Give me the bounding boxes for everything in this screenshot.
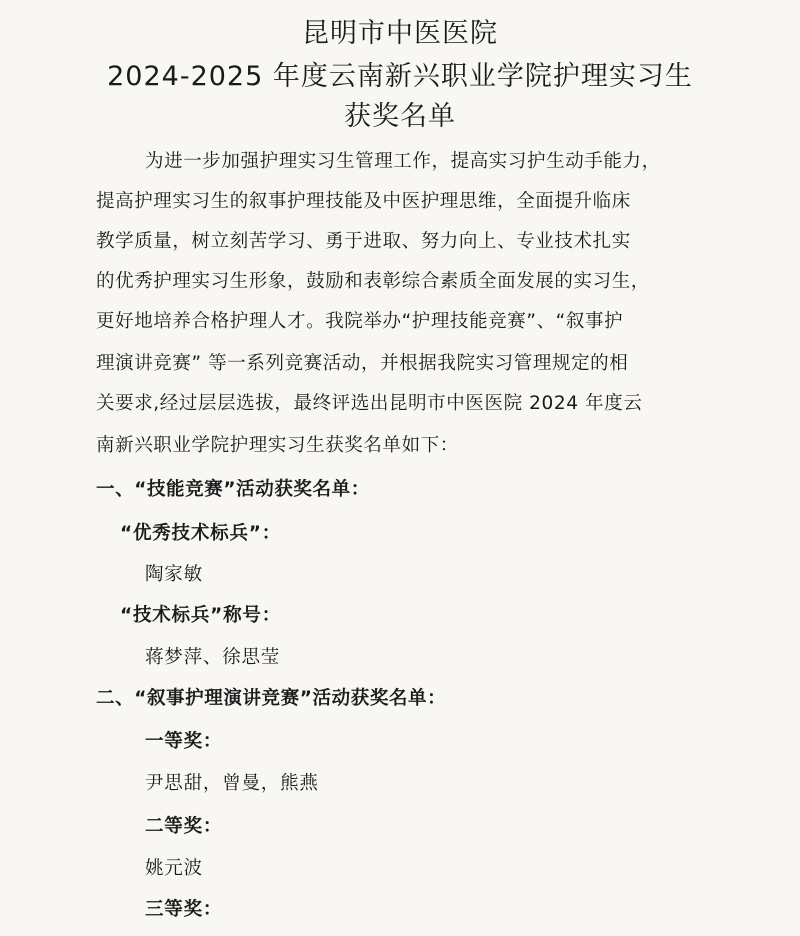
section1-award2-title: “技术标兵”称号： (120, 605, 282, 626)
section2-first-prize-title: 一等奖： (145, 731, 223, 752)
document-subtitle: 获奖名单 (344, 101, 456, 132)
intro-line-3: 教学质量，树立刻苦学习、勇于进取、努力向上、专业技术扎实 (96, 231, 631, 252)
intro-line-2: 提高护理实习生的叙事护理技能及中医护理思维，全面提升临床 (96, 191, 631, 212)
section2-second-prize-title: 二等奖： (145, 816, 223, 837)
intro-line-8: 南新兴职业学院护理实习生获奖名单如下： (96, 435, 459, 456)
section1-award1-names: 陶家敏 (145, 564, 203, 585)
section2-third-prize-title: 三等奖： (145, 899, 223, 920)
intro-line-5: 更好地培养合格护理人才。我院举办“护理技能竞赛”、“叙事护 (96, 311, 624, 332)
section1-award1-title: “优秀技术标兵”： (120, 523, 282, 544)
section1-award2-names: 蒋梦萍、徐思莹 (145, 647, 281, 668)
section2-heading: 二、“叙事护理演讲竞赛”活动获奖名单： (96, 688, 447, 709)
document-title: 2024-2025 年度云南新兴职业学院护理实习生 (107, 61, 693, 92)
hospital-name-title: 昆明市中医医院 (302, 18, 498, 49)
intro-line-4: 的优秀护理实习生形象，鼓励和表彰综合素质全面发展的实习生， (96, 271, 650, 292)
intro-line-1: 为进一步加强护理实习生管理工作，提高实习护生动手能力， (145, 151, 661, 172)
section2-second-prize-names: 姚元波 (145, 858, 203, 879)
section1-heading: 一、“技能竞赛”活动获奖名单： (96, 479, 370, 500)
intro-line-6: 理演讲竞赛” 等一系列竞赛活动，并根据我院实习管理规定的相 (96, 353, 629, 374)
section2-first-prize-names: 尹思甜，曾曼，熊燕 (145, 773, 319, 794)
intro-line-7: 关要求,经过层层选拔，最终评选出昆明市中医医院 2024 年度云 (96, 393, 643, 414)
